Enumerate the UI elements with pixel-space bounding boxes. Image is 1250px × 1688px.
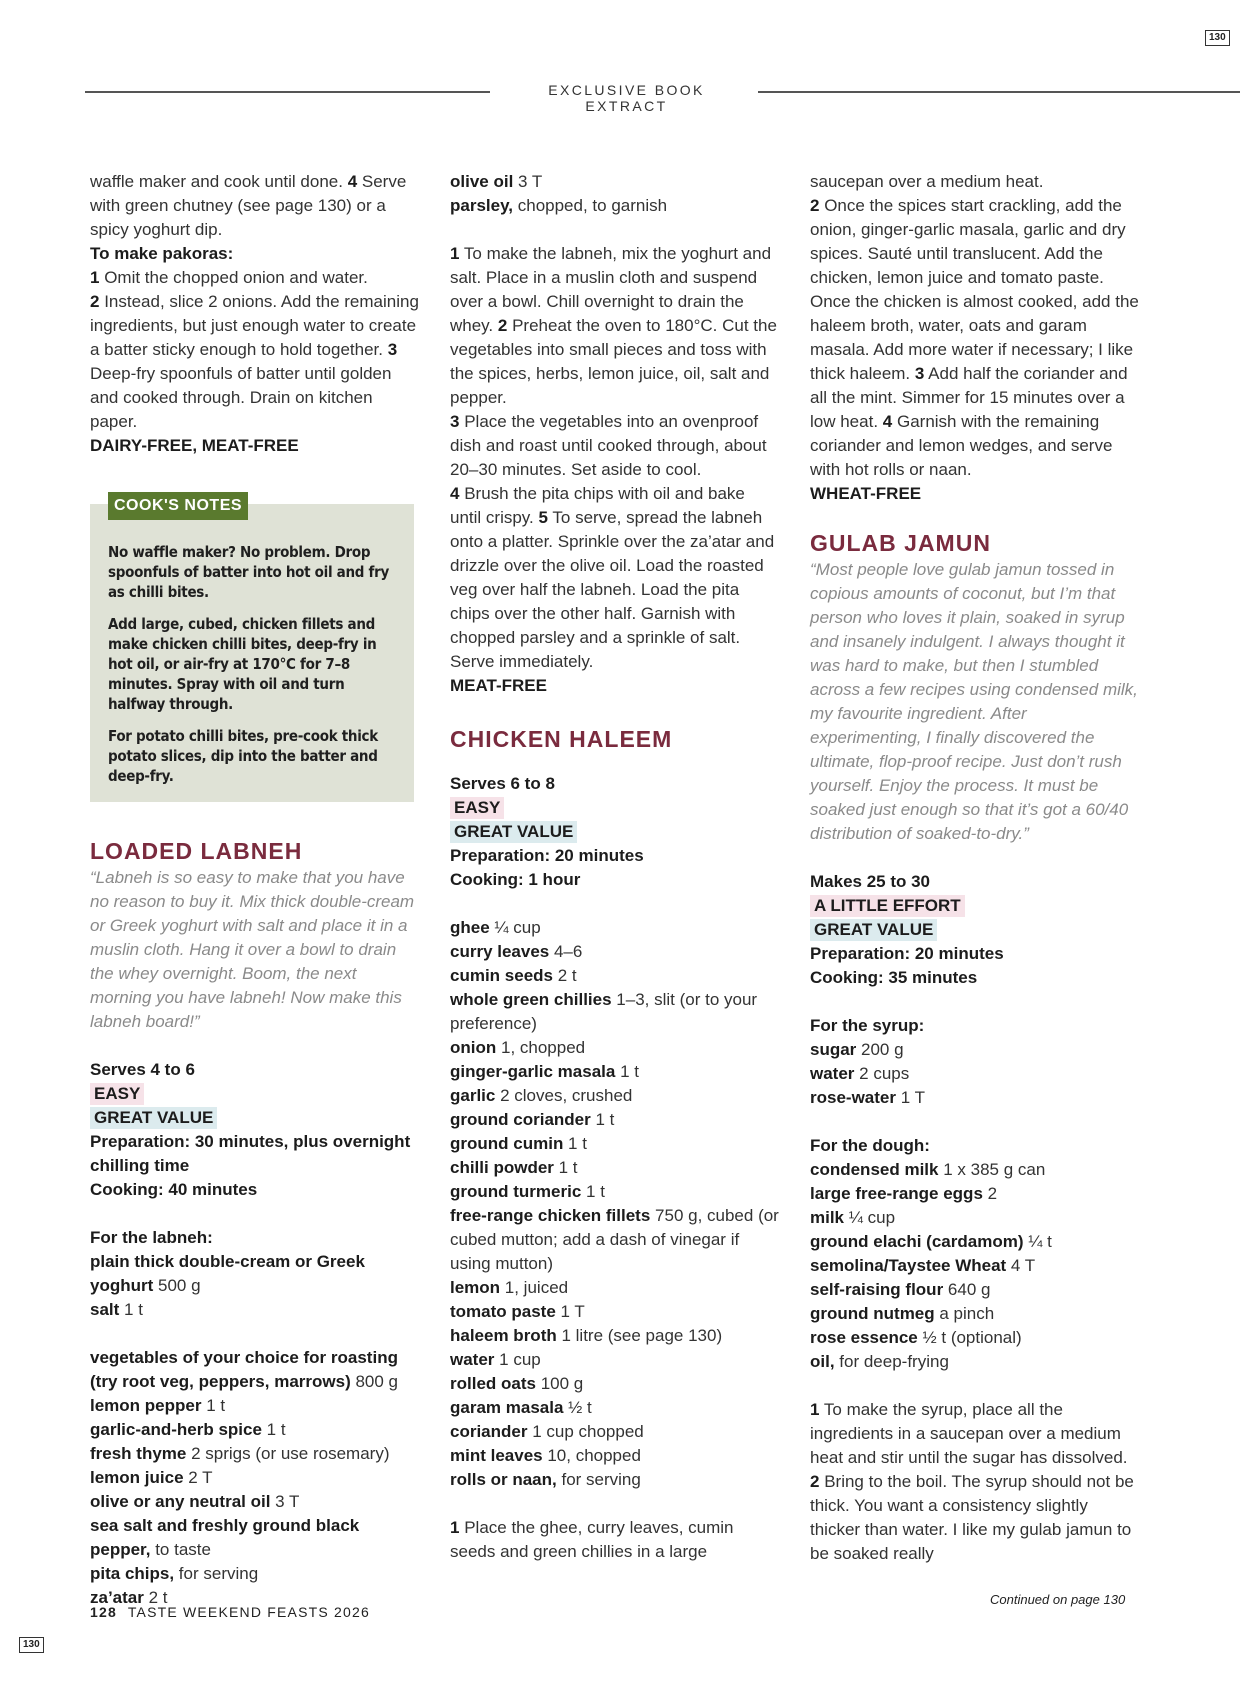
ingredient: fresh thyme 2 sprigs (or use rosemary) xyxy=(90,1444,390,1463)
recipe-title-labneh: LOADED LABNEH xyxy=(90,838,303,864)
page-number: 128 xyxy=(90,1604,117,1620)
dietary-label: DAIRY-FREE, MEAT-FREE xyxy=(90,436,299,455)
value-tag: GREAT VALUE xyxy=(90,1107,217,1129)
ingredient: ground elachi (cardamom) ¼ t xyxy=(810,1232,1052,1251)
ingredients-list xyxy=(450,916,780,1492)
dietary-label: WHEAT-FREE xyxy=(810,484,922,503)
cook-time: Cooking: 1 hour xyxy=(450,870,581,889)
ingredient: chilli powder 1 t xyxy=(450,1158,578,1177)
ingredient: haleem broth 1 litre (see page 130) xyxy=(450,1326,723,1345)
pakoras-step-1: 1 Omit the chopped onion and water. xyxy=(90,268,368,287)
pakoras-heading: To make pakoras: xyxy=(90,244,234,263)
ingredient: onion 1, chopped xyxy=(450,1038,586,1057)
ingredient: self-raising flour 640 g xyxy=(810,1280,991,1299)
ingredient: parsley, chopped, to garnish xyxy=(450,196,668,215)
ingredient: whole green chillies 1–3, slit (or to your preference) xyxy=(450,990,758,1033)
ingredients-subheading: For the labneh: xyxy=(90,1228,213,1247)
method-step: 2 Once the spices start crackling, add the onion, ginger-garlic masala, garlic and dry spices. Sauté until translucent. Add the chicken, lemon juice and tomato paste. Once the chicken is almost cooked, add the haleem broth, water, oats and garam masala. Add more water if necessary; I like thick haleem. 3 Add half the coriander and all the mint. Simmer for 15 minutes over a low heat. 4 Garnish with the remaining coriander and lemon wedges, and serve with hot rolls or naan. xyxy=(810,196,1139,479)
ingredient: ghee ¼ cup xyxy=(450,918,541,937)
header-rule-left xyxy=(85,91,490,93)
header-title: EXCLUSIVE BOOK EXTRACT xyxy=(548,82,705,114)
ingredient: garam masala ½ t xyxy=(450,1398,592,1417)
ingredient: free-range chicken fillets 750 g, cubed (or cubed mutton; add a dash of vinegar if using mutton) xyxy=(450,1206,779,1273)
ingredient: olive oil 3 T xyxy=(450,172,543,191)
ingredient: rolls or naan, for serving xyxy=(450,1470,641,1489)
method-step-continued: saucepan over a medium heat. xyxy=(810,172,1044,191)
difficulty-tag: EASY xyxy=(450,797,504,819)
ingredient: semolina/Taystee Wheat 4 T xyxy=(810,1256,1036,1275)
ingredient: olive or any neutral oil 3 T xyxy=(90,1492,300,1511)
cooks-notes-box xyxy=(90,497,414,802)
ingredient: lemon juice 2 T xyxy=(90,1468,213,1487)
ingredient: condensed milk 1 x 385 g can xyxy=(810,1160,1046,1179)
cooks-note: Add large, cubed, chicken fillets and make chicken chilli bites, deep-fry in hot oil, or air-fry at 170°C for 7–8 minutes. Spray with oil and turn halfway through. xyxy=(108,615,377,713)
ingredient: cumin seeds 2 t xyxy=(450,966,577,985)
ingredient: rose essence ½ t (optional) xyxy=(810,1328,1022,1347)
ingredient: pita chips, for serving xyxy=(90,1564,259,1583)
header-rule-right xyxy=(758,91,1240,93)
continued-method: waffle maker and cook until done. 4 Serve with green chutney (see page 130) or a spicy yoghurt dip. xyxy=(90,172,407,239)
ingredient: water 2 cups xyxy=(810,1064,910,1083)
ingredient: ginger-garlic masala 1 t xyxy=(450,1062,639,1081)
ingredient: rolled oats 100 g xyxy=(450,1374,584,1393)
cook-time: Cooking: 40 minutes xyxy=(90,1180,258,1199)
difficulty-tag: EASY xyxy=(90,1083,144,1105)
ingredient: lemon pepper 1 t xyxy=(90,1396,226,1415)
cooks-note: For potato chilli bites, pre-cook thick potato slices, dip into the batter and deep-fry. xyxy=(108,727,378,785)
ingredient: garlic-and-herb spice 1 t xyxy=(90,1420,286,1439)
value-tag: GREAT VALUE xyxy=(810,919,937,941)
dietary-label: MEAT-FREE xyxy=(450,676,547,695)
method-step: 3 Place the vegetables into an ovenproof dish and roast until cooked through, about 20–30 minutes. Set aside to cool. xyxy=(450,412,767,479)
publication-name: TASTE WEEKEND FEASTS 2026 xyxy=(127,1604,370,1620)
ingredients-list xyxy=(810,1158,1140,1374)
page-header xyxy=(85,82,1240,114)
serves: Serves 6 to 8 xyxy=(450,774,555,793)
ingredient: sugar 200 g xyxy=(810,1040,904,1059)
ingredient: plain thick double-cream or Greek yoghurt 500 g xyxy=(90,1252,365,1295)
ingredient: large free-range eggs 2 xyxy=(810,1184,998,1203)
difficulty-tag: A LITTLE EFFORT xyxy=(810,895,965,917)
prep-time: Preparation: 20 minutes xyxy=(450,846,644,865)
prep-time: Preparation: 30 minutes, plus overnight chilling time xyxy=(90,1132,411,1175)
ingredient: tomato paste 1 T xyxy=(450,1302,585,1321)
pakoras-step-2: 2 Instead, slice 2 onions. Add the remaining ingredients, but just enough water to create a batter sticky enough to hold together. 3 Deep-fry spoonfuls of batter until golden and cooked through. Drain on kitchen paper. xyxy=(90,292,419,431)
ingredient: water 1 cup xyxy=(450,1350,541,1369)
ingredient: oil, for deep-frying xyxy=(810,1352,949,1371)
method-step: 1 To make the labneh, mix the yoghurt and salt. Place in a muslin cloth and suspend over a bowl. Chill overnight to drain the whey. 2 Preheat the oven to 180°C. Cut the vegetables into small pieces and toss with the spices, herbs, lemon juice, oil, salt and pepper. xyxy=(450,244,777,407)
continued-note: Continued on page 130 xyxy=(990,1592,1126,1607)
ingredient: mint leaves 10, chopped xyxy=(450,1446,641,1465)
cooks-note: No waffle maker? No problem. Drop spoonfuls of batter into hot oil and fry as chilli bites. xyxy=(108,543,389,601)
method-step: 1 To make the syrup, place all the ingredients in a saucepan over a medium heat and stir until the sugar has dissolved. 2 Bring to the boil. The syrup should not be thick. You want a consistency slightly thicker than water. I like my gulab jamun to be soaked really xyxy=(810,1400,1134,1563)
recipe-intro-gulab-jamun: “Most people love gulab jamun tossed in copious amounts of coconut, but I’m that person who loves it plain, soaked in syrup and insanely indulgent. I always thought it was hard to make, but then I stumbled across a few recipes using condensed milk, my favourite ingredient. After experimenting, I finally discovered the ultimate, flop-proof recipe. Just don’t rush yourself. Enjoy the process. It must be soaked just enough so that it’s got a 60/40 distribution of soaked-to-dry.” xyxy=(810,560,1138,843)
ingredient: ground turmeric 1 t xyxy=(450,1182,605,1201)
recipe-intro-labneh: “Labneh is so easy to make that you have no reason to buy it. Mix thick double-cream or Greek yoghurt with salt and place it in a muslin cloth. Hang it over a bowl to drain the whey overnight. Boom, the next morning you have labneh! Now make this labneh board!” xyxy=(90,868,415,1031)
ingredient: milk ¼ cup xyxy=(810,1208,896,1227)
ingredient: ground nutmeg a pinch xyxy=(810,1304,995,1323)
page-badge-bottom: 130 xyxy=(19,1637,44,1653)
ingredient: ground coriander 1 t xyxy=(450,1110,615,1129)
recipe-title-haleem: CHICKEN HALEEM xyxy=(450,726,673,752)
cooks-notes-title: COOK'S NOTES xyxy=(108,492,248,520)
ingredient: garlic 2 cloves, crushed xyxy=(450,1086,633,1105)
method-step: 4 Brush the pita chips with oil and bake until crispy. 5 To serve, spread the labneh onto a platter. Sprinkle over the za’atar and drizzle over the olive oil. Load the roasted veg over half the labneh. Load the pita chips over the other half. Garnish with chopped parsley and a sprinkle of salt. Serve immediately. xyxy=(450,484,775,671)
method-step: 1 Place the ghee, curry leaves, cumin seeds and green chillies in a large xyxy=(450,1518,734,1561)
column-2 xyxy=(450,170,780,1564)
ingredient: curry leaves 4–6 xyxy=(450,942,583,961)
serves: Serves 4 to 6 xyxy=(90,1060,195,1079)
ingredient: ground cumin 1 t xyxy=(450,1134,587,1153)
ingredients-subheading: For the syrup: xyxy=(810,1016,925,1035)
ingredient: za’atar 2 t xyxy=(90,1588,168,1607)
ingredient: lemon 1, juiced xyxy=(450,1278,569,1297)
prep-time: Preparation: 20 minutes xyxy=(810,944,1004,963)
page-badge-top: 130 xyxy=(1205,30,1230,46)
ingredients-subheading: For the dough: xyxy=(810,1136,930,1155)
ingredient: coriander 1 cup chopped xyxy=(450,1422,644,1441)
ingredient: vegetables of your choice for roasting (try root veg, peppers, marrows) 800 g xyxy=(90,1348,398,1391)
ingredients-list xyxy=(810,1038,1140,1110)
page-footer xyxy=(90,1604,370,1620)
value-tag: GREAT VALUE xyxy=(450,821,577,843)
ingredient: rose-water 1 T xyxy=(810,1088,925,1107)
column-3 xyxy=(810,170,1140,1566)
column-1 xyxy=(90,170,420,1610)
cook-time: Cooking: 35 minutes xyxy=(810,968,978,987)
makes: Makes 25 to 30 xyxy=(810,872,931,891)
ingredient: sea salt and freshly ground black pepper, to taste xyxy=(90,1516,360,1559)
ingredient: salt 1 t xyxy=(90,1300,143,1319)
recipe-title-gulab-jamun: GULAB JAMUN xyxy=(810,530,991,556)
